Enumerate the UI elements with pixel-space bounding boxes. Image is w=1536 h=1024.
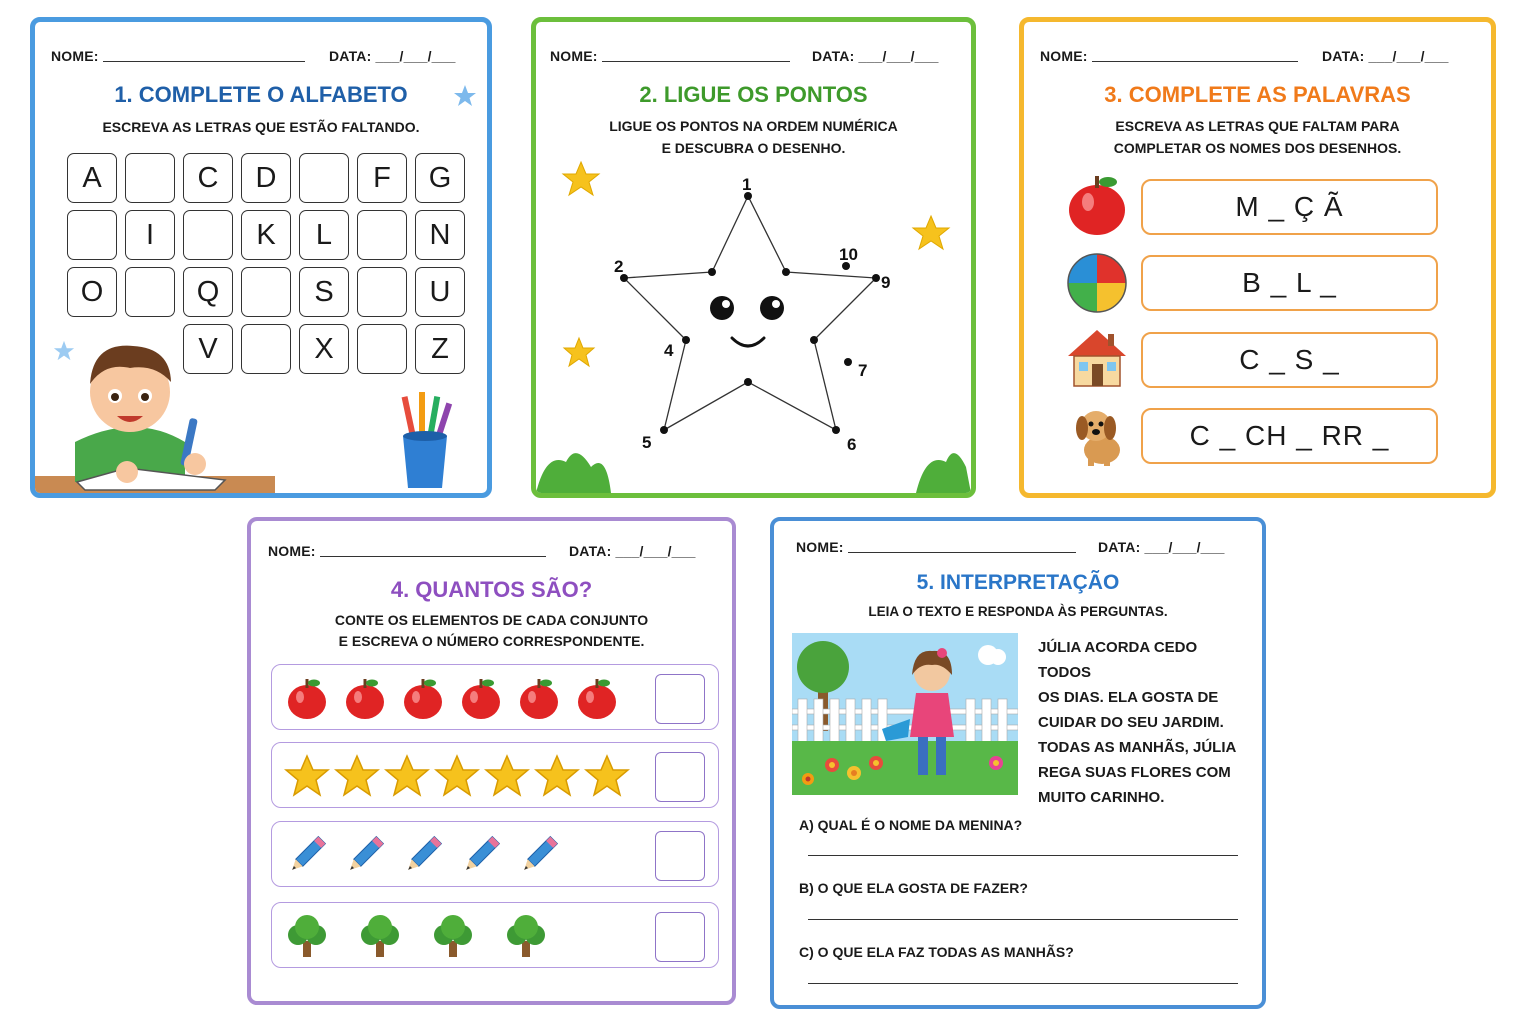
name-label: NOME:: [51, 48, 99, 64]
answer-line[interactable]: [808, 855, 1238, 856]
letter-cell: Q: [183, 267, 233, 317]
dot-label: 6: [847, 435, 857, 454]
star-icon: [453, 84, 477, 108]
count-answer-box[interactable]: [655, 752, 705, 802]
letter-cell: N: [415, 210, 465, 260]
dot-label: 7: [858, 361, 868, 380]
question-a: A) QUAL É O NOME DA MENINA?: [799, 817, 1023, 833]
answer-line[interactable]: [808, 983, 1238, 984]
letter-cell: V: [183, 324, 233, 374]
apple-icon: [342, 675, 388, 721]
star-icon: [484, 753, 530, 799]
star-icon: [913, 216, 949, 249]
blank-letter-cell[interactable]: [299, 153, 349, 203]
letter-cell: S: [299, 267, 349, 317]
girl-watering-garden-illustration: [792, 633, 1018, 795]
house-icon: [1064, 324, 1130, 390]
worksheet-title: 5. INTERPRETAÇÃO: [916, 571, 1120, 594]
letter-cell: K: [241, 210, 291, 260]
pencil-icon: [284, 832, 330, 878]
dot-label: 1: [742, 175, 752, 194]
name-label: NOME:: [268, 543, 316, 559]
apple-icon: [458, 675, 504, 721]
pencil-icon: [516, 832, 562, 878]
blank-letter-cell[interactable]: [183, 210, 233, 260]
story-line: CUIDAR DO SEU JARDIM.: [1038, 714, 1224, 731]
counting-set-row: [271, 742, 719, 808]
star-icon: [284, 753, 330, 799]
worksheet-instruction-1: LIGUE OS PONTOS NA ORDEM NUMÉRICA: [609, 118, 898, 134]
name-label: NOME:: [1040, 48, 1088, 64]
story-line: REGA SUAS FLORES COM: [1038, 764, 1231, 781]
name-field: [796, 539, 1076, 555]
apple-icon: [574, 675, 620, 721]
name-field: [1040, 48, 1298, 64]
star-icon: [334, 753, 380, 799]
word-answer-box[interactable]: M _ Ç Ã: [1141, 179, 1438, 235]
pencil-icon: [342, 832, 388, 878]
star-icon: [563, 162, 599, 195]
tree-icon: [357, 913, 403, 959]
name-label: NOME:: [796, 539, 844, 555]
letter-cell: G: [415, 153, 465, 203]
blank-letter-cell[interactable]: [357, 324, 407, 374]
counting-set-row: [271, 821, 719, 887]
blank-letter-cell[interactable]: [357, 267, 407, 317]
name-field: [51, 48, 305, 64]
blank-letter-cell[interactable]: [125, 153, 175, 203]
worksheet-instruction: LEIA O TEXTO E RESPONDA ÀS PERGUNTAS.: [868, 604, 1168, 619]
tree-icon: [284, 913, 330, 959]
story-line: OS DIAS. ELA GOSTA DE: [1038, 689, 1219, 706]
pencil-cup-icon: [395, 392, 455, 492]
dot-label: 9: [881, 273, 891, 292]
worksheet-title: 3. COMPLETE AS PALAVRAS: [1104, 82, 1411, 107]
dot-label: 4: [664, 341, 674, 360]
star-icon: [384, 753, 430, 799]
apple-icon: [1064, 172, 1130, 238]
date-label[interactable]: DATA: ___/___/___: [1098, 539, 1225, 555]
apple-icon: [516, 675, 562, 721]
worksheet-title: 4. QUANTOS SÃO?: [390, 577, 593, 602]
connect-the-dots-worksheet: [531, 17, 976, 498]
blank-letter-cell[interactable]: [241, 267, 291, 317]
boy-writing-illustration: [35, 312, 275, 498]
name-line[interactable]: [103, 50, 305, 62]
dot-label: 10: [839, 245, 858, 264]
alphabet-worksheet: [30, 17, 492, 498]
story-text: [1038, 635, 1248, 810]
tree-icon: [503, 913, 549, 959]
worksheet-instruction-2: COMPLETAR OS NOMES DOS DESENHOS.: [1113, 140, 1402, 156]
blank-letter-cell[interactable]: [125, 267, 175, 317]
letter-cell: A: [67, 153, 117, 203]
date-field: [1098, 539, 1225, 555]
question-b: B) O QUE ELA GOSTA DE FAZER?: [799, 880, 1028, 896]
count-answer-box[interactable]: [655, 831, 705, 881]
worksheet-title: 1. COMPLETE O ALFABETO: [114, 82, 408, 107]
date-field: [329, 48, 456, 64]
date-label[interactable]: DATA: ___/___/___: [812, 48, 939, 64]
word-answer-box[interactable]: B _ L _: [1141, 255, 1438, 311]
apple-icon: [400, 675, 446, 721]
star-icon: [584, 753, 630, 799]
name-line[interactable]: [848, 541, 1076, 553]
count-answer-box[interactable]: [655, 912, 705, 962]
worksheet-instruction-2: E DESCUBRA O DESENHO.: [661, 140, 846, 156]
star-icon: [434, 753, 480, 799]
date-field: [569, 543, 696, 559]
letter-cell: Z: [415, 324, 465, 374]
star-icon: [564, 338, 594, 366]
letter-cell: F: [357, 153, 407, 203]
dot-label: 2: [614, 257, 624, 276]
letter-cell: L: [299, 210, 349, 260]
worksheet-instruction: ESCREVA AS LETRAS QUE ESTÃO FALTANDO.: [102, 119, 420, 135]
puppy-icon: [1064, 402, 1130, 468]
name-line[interactable]: [320, 545, 546, 557]
story-line: MUITO CARINHO.: [1038, 789, 1165, 806]
reading-comprehension-worksheet: [770, 517, 1266, 1009]
tree-icon: [430, 913, 476, 959]
letter-cell: U: [415, 267, 465, 317]
letter-cell: D: [241, 153, 291, 203]
date-field: [1322, 48, 1449, 64]
worksheet-title: 2. LIGUE OS PONTOS: [639, 82, 868, 107]
name-label: NOME:: [550, 48, 598, 64]
count-answer-box[interactable]: [655, 674, 705, 724]
grass-icon: [536, 453, 971, 493]
blank-letter-cell[interactable]: [357, 210, 407, 260]
pencil-icon: [458, 832, 504, 878]
name-line[interactable]: [1092, 50, 1298, 62]
worksheet-instruction-2: E ESCREVA O NÚMERO CORRESPONDENTE.: [338, 633, 645, 649]
answer-line[interactable]: [808, 919, 1238, 920]
story-line: JÚLIA ACORDA CEDO TODOS: [1038, 639, 1198, 681]
counting-set-row: [271, 664, 719, 730]
beach-ball-icon: [1064, 250, 1130, 316]
apple-icon: [284, 675, 330, 721]
letter-cell: O: [67, 267, 117, 317]
worksheet-instruction-1: CONTE OS ELEMENTOS DE CADA CONJUNTO: [334, 612, 649, 628]
date-label[interactable]: DATA: ___/___/___: [569, 543, 696, 559]
connect-dots-star: [536, 22, 971, 493]
question-c: C) O QUE ELA FAZ TODAS AS MANHÃS?: [799, 944, 1074, 960]
name-field: [268, 543, 546, 559]
story-line: TODAS AS MANHÃS, JÚLIA: [1038, 739, 1237, 756]
worksheet-instruction-1: ESCREVA AS LETRAS QUE FALTAM PARA: [1115, 118, 1400, 134]
date-label[interactable]: DATA: ___/___/___: [1322, 48, 1449, 64]
letter-cell: C: [183, 153, 233, 203]
counting-set-row: [271, 902, 719, 968]
blank-letter-cell[interactable]: [67, 210, 117, 260]
letter-cell: I: [125, 210, 175, 260]
letter-cell: X: [299, 324, 349, 374]
complete-words-worksheet: [1019, 17, 1496, 498]
date-label[interactable]: DATA: ___/___/___: [329, 48, 456, 64]
pencil-icon: [400, 832, 446, 878]
counting-worksheet: [247, 517, 736, 1005]
word-answer-box[interactable]: C _ S _: [1141, 332, 1438, 388]
star-icon: [534, 753, 580, 799]
word-answer-box[interactable]: C _ CH _ RR _: [1141, 408, 1438, 464]
dot-label: 5: [642, 433, 652, 452]
